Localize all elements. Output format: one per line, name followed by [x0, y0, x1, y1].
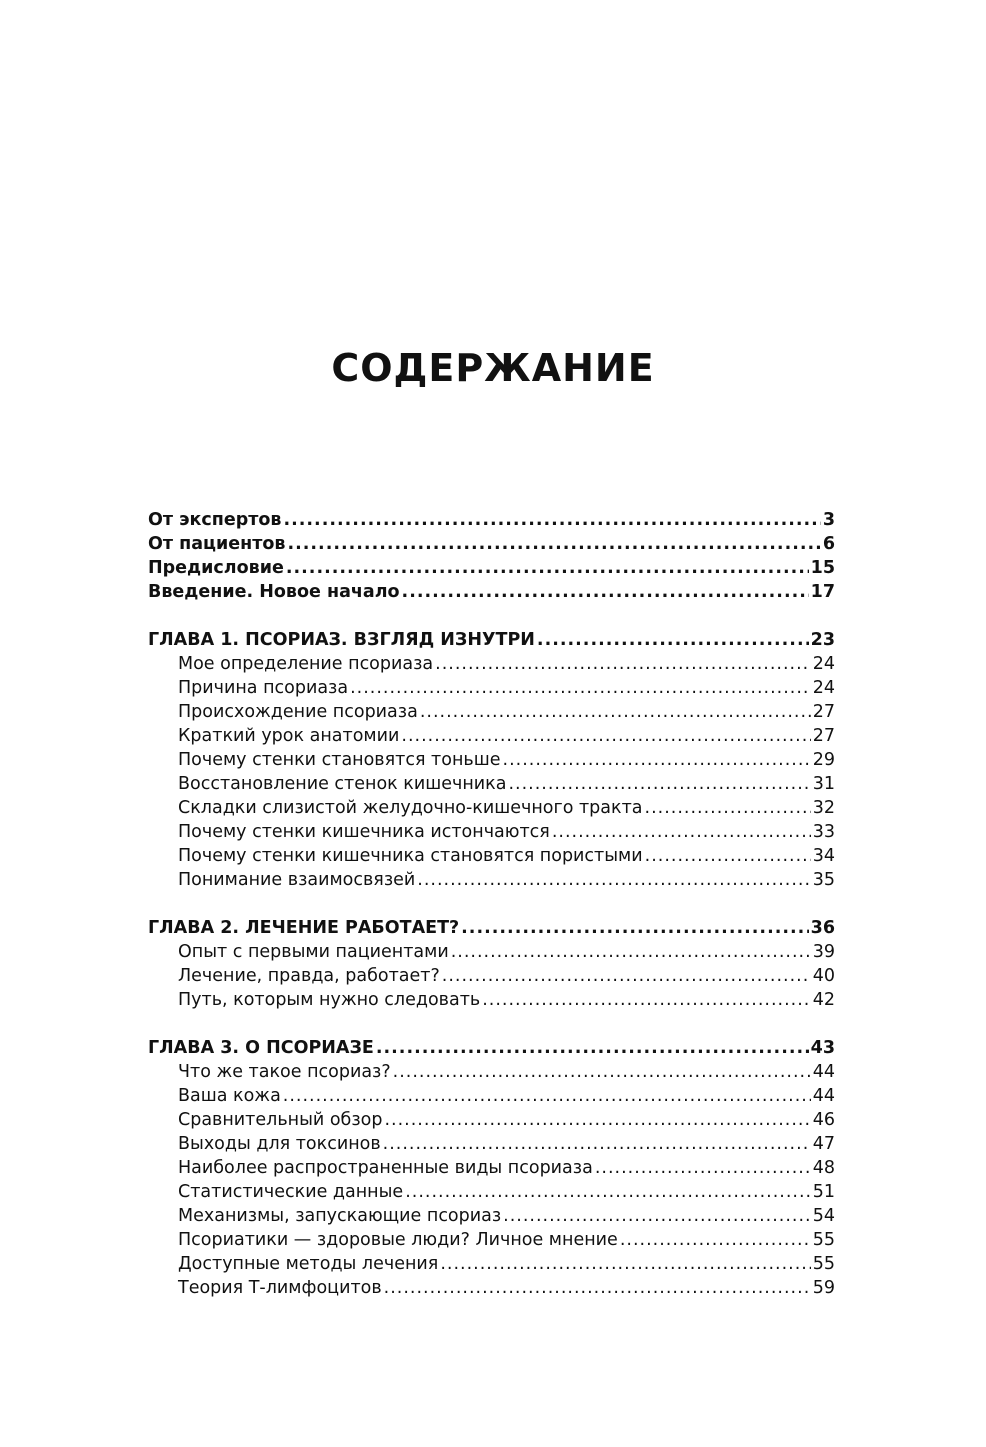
- dot-leader: [405, 1180, 811, 1204]
- toc-entry[interactable]: [148, 1180, 835, 1204]
- toc-entry-label: Введение. Новое начало: [148, 582, 400, 602]
- toc-entry-label: Лечение, правда, работает?: [178, 966, 440, 986]
- toc-entry-page: 54: [812, 1206, 835, 1226]
- dot-leader: [376, 1036, 809, 1060]
- dot-leader: [384, 1108, 810, 1132]
- toc-entry[interactable]: [148, 724, 835, 748]
- toc-entry[interactable]: [148, 796, 835, 820]
- toc-entry[interactable]: [148, 700, 835, 724]
- toc-entry[interactable]: [148, 940, 835, 964]
- toc-entry[interactable]: [148, 508, 835, 532]
- toc-chapter-label: ГЛАВА 1. ПСОРИАЗ. ВЗГЛЯД ИЗНУТРИ: [148, 630, 535, 650]
- toc-entry-label: Почему стенки кишечника истончаются: [178, 822, 550, 842]
- toc-entry-page: 3: [822, 510, 835, 530]
- dot-leader: [350, 676, 811, 700]
- toc-entry-page: 47: [812, 1134, 835, 1154]
- toc-entry[interactable]: [148, 1132, 835, 1156]
- toc-entry-label: Складки слизистой желудочно-кишечного тракта: [178, 798, 643, 818]
- toc-chapter-label: ГЛАВА 2. ЛЕЧЕНИЕ РАБОТАЕТ?: [148, 918, 460, 938]
- toc-entry-label: Что же такое псориаз?: [178, 1062, 391, 1082]
- toc-entry-page: 31: [812, 774, 835, 794]
- toc-chapter-label: ГЛАВА 3. О ПСОРИАЗЕ: [148, 1038, 374, 1058]
- toc-chapter-heading[interactable]: [148, 916, 835, 940]
- toc-entry-page: 24: [812, 678, 835, 698]
- toc-entry-label: Статистические данные: [178, 1182, 404, 1202]
- dot-leader: [435, 652, 811, 676]
- toc-entry-label: Псориатики — здоровые люди? Личное мнение: [178, 1230, 618, 1250]
- toc-entry-page: 39: [812, 942, 835, 962]
- dot-leader: [286, 556, 809, 580]
- toc-entry[interactable]: [148, 820, 835, 844]
- toc-entry-label: Доступные методы лечения: [178, 1254, 439, 1274]
- toc-entry[interactable]: [148, 676, 835, 700]
- toc-entry-page: 15: [810, 558, 835, 578]
- table-of-contents: [148, 508, 835, 1324]
- toc-entry-page: 55: [812, 1230, 835, 1250]
- toc-entry-page: 27: [812, 726, 835, 746]
- dot-leader: [645, 796, 811, 820]
- dot-leader: [402, 580, 809, 604]
- toc-entry[interactable]: [148, 772, 835, 796]
- toc-entry-page: 55: [812, 1254, 835, 1274]
- toc-entry[interactable]: [148, 556, 835, 580]
- toc-chapter-1: [148, 628, 835, 892]
- toc-chapter-page: 23: [810, 630, 835, 650]
- toc-entry-page: 42: [812, 990, 835, 1010]
- toc-entry-page: 6: [822, 534, 835, 554]
- dot-leader: [645, 844, 811, 868]
- toc-entry-page: 24: [812, 654, 835, 674]
- toc-entry-label: Выходы для токсинов: [178, 1134, 381, 1154]
- toc-front-matter: [148, 508, 835, 604]
- toc-entry[interactable]: [148, 1108, 835, 1132]
- toc-entry[interactable]: [148, 1156, 835, 1180]
- toc-entry-page: 33: [812, 822, 835, 842]
- toc-entry[interactable]: [148, 748, 835, 772]
- toc-entry[interactable]: [148, 964, 835, 988]
- toc-entry[interactable]: [148, 1060, 835, 1084]
- toc-entry-page: 48: [812, 1158, 835, 1178]
- dot-leader: [442, 964, 811, 988]
- dot-leader: [503, 1204, 811, 1228]
- dot-leader: [283, 508, 820, 532]
- dot-leader: [620, 1228, 811, 1252]
- toc-entry-label: Опыт с первыми пациентами: [178, 942, 449, 962]
- dot-leader: [384, 1276, 811, 1300]
- dot-leader: [537, 628, 809, 652]
- toc-entry-page: 44: [812, 1062, 835, 1082]
- toc-entry[interactable]: [148, 1228, 835, 1252]
- toc-entry-page: 44: [812, 1086, 835, 1106]
- toc-entry-page: 17: [810, 582, 835, 602]
- toc-entry-label: Мое определение псориаза: [178, 654, 434, 674]
- dot-leader: [401, 724, 810, 748]
- toc-chapter-page: 36: [810, 918, 835, 938]
- dot-leader: [508, 772, 810, 796]
- toc-entry-label: Восстановление стенок кишечника: [178, 774, 507, 794]
- toc-entry[interactable]: [148, 1252, 835, 1276]
- toc-entry-page: 32: [812, 798, 835, 818]
- dot-leader: [503, 748, 811, 772]
- toc-entry-label: Предисловие: [148, 558, 284, 578]
- toc-entry-page: 29: [812, 750, 835, 770]
- toc-entry-label: Понимание взаимосвязей: [178, 870, 416, 890]
- toc-entry[interactable]: [148, 1084, 835, 1108]
- toc-entry[interactable]: [148, 844, 835, 868]
- toc-entry[interactable]: [148, 652, 835, 676]
- toc-entry-label: От экспертов: [148, 510, 282, 530]
- toc-chapter-heading[interactable]: [148, 1036, 835, 1060]
- toc-chapter-page: 43: [810, 1038, 835, 1058]
- dot-leader: [451, 940, 811, 964]
- page-title: СОДЕРЖАНИЕ: [331, 346, 655, 390]
- dot-leader: [552, 820, 811, 844]
- toc-entry[interactable]: [148, 580, 835, 604]
- toc-entry-label: Путь, которым нужно следовать: [178, 990, 481, 1010]
- dot-leader: [283, 1084, 811, 1108]
- dot-leader: [440, 1252, 810, 1276]
- toc-entry[interactable]: [148, 1204, 835, 1228]
- toc-entry-page: 27: [812, 702, 835, 722]
- toc-chapter-2: [148, 916, 835, 1012]
- dot-leader: [420, 700, 811, 724]
- toc-entry-page: 46: [812, 1110, 835, 1130]
- dot-leader: [393, 1060, 811, 1084]
- toc-entry-page: 59: [812, 1278, 835, 1298]
- dot-leader: [482, 988, 811, 1012]
- dot-leader: [461, 916, 808, 940]
- toc-entry-label: Причина псориаза: [178, 678, 349, 698]
- toc-entry-label: Сравнительный обзор: [178, 1110, 383, 1130]
- toc-entry[interactable]: [148, 532, 835, 556]
- dot-leader: [383, 1132, 811, 1156]
- toc-entry[interactable]: [148, 988, 835, 1012]
- dot-leader: [287, 532, 820, 556]
- toc-entry-label: Теория Т-лимфоцитов: [178, 1278, 382, 1298]
- toc-entry-label: Почему стенки становятся тоньше: [178, 750, 501, 770]
- toc-entry-page: 34: [812, 846, 835, 866]
- toc-entry-label: Происхождение псориаза: [178, 702, 418, 722]
- toc-chapter-3: [148, 1036, 835, 1300]
- dot-leader: [417, 868, 810, 892]
- toc-entry-page: 35: [812, 870, 835, 890]
- toc-entry-page: 51: [812, 1182, 835, 1202]
- toc-entry-label: Краткий урок анатомии: [178, 726, 400, 746]
- toc-entry-label: Почему стенки кишечника становятся пористыми: [178, 846, 643, 866]
- toc-entry[interactable]: [148, 1276, 835, 1300]
- toc-entry-label: Механизмы, запускающие псориаз: [178, 1206, 502, 1226]
- toc-entry[interactable]: [148, 868, 835, 892]
- toc-entry-page: 40: [812, 966, 835, 986]
- dot-leader: [595, 1156, 811, 1180]
- toc-entry-label: От пациентов: [148, 534, 286, 554]
- toc-entry-label: Ваша кожа: [178, 1086, 281, 1106]
- toc-entry-label: Наиболее распространенные виды псориаза: [178, 1158, 593, 1178]
- toc-chapter-heading[interactable]: [148, 628, 835, 652]
